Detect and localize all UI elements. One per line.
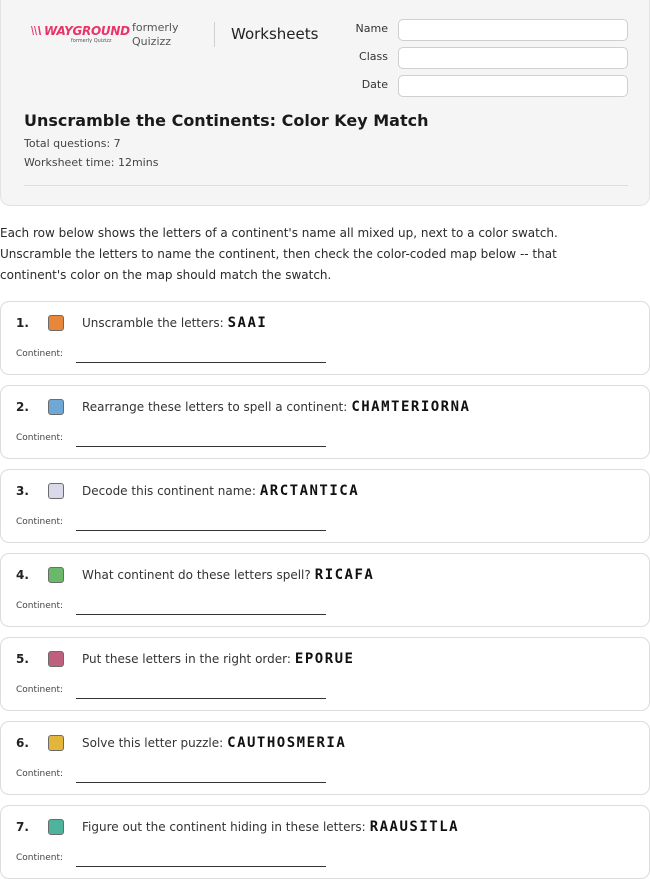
wayground-logo bbox=[31, 24, 130, 48]
answer-line[interactable] bbox=[76, 446, 326, 447]
answer-label: Continent: bbox=[16, 601, 64, 611]
scrambled-letters: RAAUSITLA bbox=[369, 819, 460, 835]
question-prompt: Figure out the continent hiding in these letters: bbox=[82, 820, 366, 834]
answer-line[interactable] bbox=[76, 530, 326, 531]
answer-label: Continent: bbox=[16, 769, 64, 779]
question-prompt: Rearrange these letters to spell a continent: bbox=[82, 400, 348, 414]
question-number: 3. bbox=[16, 484, 29, 498]
question-number: 6. bbox=[16, 736, 29, 750]
answer-line[interactable] bbox=[76, 614, 326, 615]
date-label: Date bbox=[361, 78, 388, 91]
date-field-row bbox=[321, 75, 631, 97]
instruction-line: Unscramble the letters to name the continent, then check the color-coded map below -- that bbox=[0, 247, 557, 261]
scrambled-letters: CHAMTERIORNA bbox=[351, 399, 471, 415]
scrambled-letters: SAAI bbox=[227, 315, 268, 331]
header-bottom-divider bbox=[24, 185, 628, 186]
worksheet-title: Unscramble the Continents: Color Key Match bbox=[24, 111, 429, 130]
formerly-quizizz bbox=[132, 21, 179, 49]
total-questions: Total questions: 7 bbox=[24, 137, 121, 150]
question-card bbox=[0, 301, 650, 375]
question-number: 4. bbox=[16, 568, 29, 582]
question-text bbox=[82, 483, 359, 499]
scrambled-letters: CAUTHOSMERIA bbox=[227, 735, 347, 751]
question-prompt: Put these letters in the right order: bbox=[82, 652, 291, 666]
question-number: 1. bbox=[16, 316, 29, 330]
answer-line[interactable] bbox=[76, 782, 326, 783]
question-text bbox=[82, 399, 470, 415]
scrambled-letters: EPORUE bbox=[294, 651, 355, 667]
name-input[interactable] bbox=[398, 19, 628, 41]
answer-label: Continent: bbox=[16, 853, 64, 863]
answer-line[interactable] bbox=[76, 362, 326, 363]
color-swatch bbox=[48, 399, 64, 415]
color-swatch bbox=[48, 735, 64, 751]
scrambled-letters: ARCTANTICA bbox=[259, 483, 360, 499]
question-text bbox=[82, 735, 346, 751]
question-card bbox=[0, 385, 650, 459]
answer-label: Continent: bbox=[16, 433, 64, 443]
answer-label: Continent: bbox=[16, 517, 64, 527]
question-prompt: Solve this letter puzzle: bbox=[82, 736, 224, 750]
answer-label: Continent: bbox=[16, 685, 64, 695]
section-title: Worksheets bbox=[231, 25, 319, 43]
question-text bbox=[82, 819, 459, 835]
color-swatch bbox=[48, 567, 64, 583]
formerly-line: formerly bbox=[132, 21, 179, 34]
color-swatch bbox=[48, 819, 64, 835]
question-prompt: Unscramble the letters: bbox=[82, 316, 224, 330]
question-number: 2. bbox=[16, 400, 29, 414]
question-card bbox=[0, 553, 650, 627]
name-field-row bbox=[321, 19, 631, 41]
scrambled-letters: RICAFA bbox=[314, 567, 375, 583]
question-number: 5. bbox=[16, 652, 29, 666]
instruction-line: Each row below shows the letters of a continent's name all mixed up, next to a color swatch. bbox=[0, 226, 558, 240]
question-prompt: Decode this continent name: bbox=[82, 484, 256, 498]
name-label: Name bbox=[355, 22, 388, 35]
instruction-line: continent's color on the map should match the swatch. bbox=[0, 268, 332, 282]
instructions bbox=[0, 223, 650, 286]
logo-subtext: formerly Quizizz bbox=[71, 38, 112, 44]
answer-label: Continent: bbox=[16, 349, 64, 359]
answer-line[interactable] bbox=[76, 698, 326, 699]
color-swatch bbox=[48, 651, 64, 667]
answer-line[interactable] bbox=[76, 866, 326, 867]
class-label: Class bbox=[359, 50, 388, 63]
date-input[interactable] bbox=[398, 75, 628, 97]
question-card bbox=[0, 637, 650, 711]
question-prompt: What continent do these letters spell? bbox=[82, 568, 311, 582]
class-input[interactable] bbox=[398, 47, 628, 69]
question-card bbox=[0, 469, 650, 543]
color-swatch bbox=[48, 315, 64, 331]
question-card bbox=[0, 805, 650, 879]
worksheet-time: Worksheet time: 12mins bbox=[24, 156, 159, 169]
logo-mark-icon bbox=[31, 26, 42, 35]
question-text bbox=[82, 315, 267, 331]
question-text bbox=[82, 567, 374, 583]
logo-text: WAYGROUND bbox=[44, 24, 130, 38]
header-divider bbox=[214, 22, 215, 47]
color-swatch bbox=[48, 483, 64, 499]
quizizz-line: Quizizz bbox=[132, 35, 172, 48]
question-number: 7. bbox=[16, 820, 29, 834]
worksheet-header bbox=[0, 0, 650, 206]
question-text bbox=[82, 651, 354, 667]
question-card bbox=[0, 721, 650, 795]
class-field-row bbox=[321, 47, 631, 69]
